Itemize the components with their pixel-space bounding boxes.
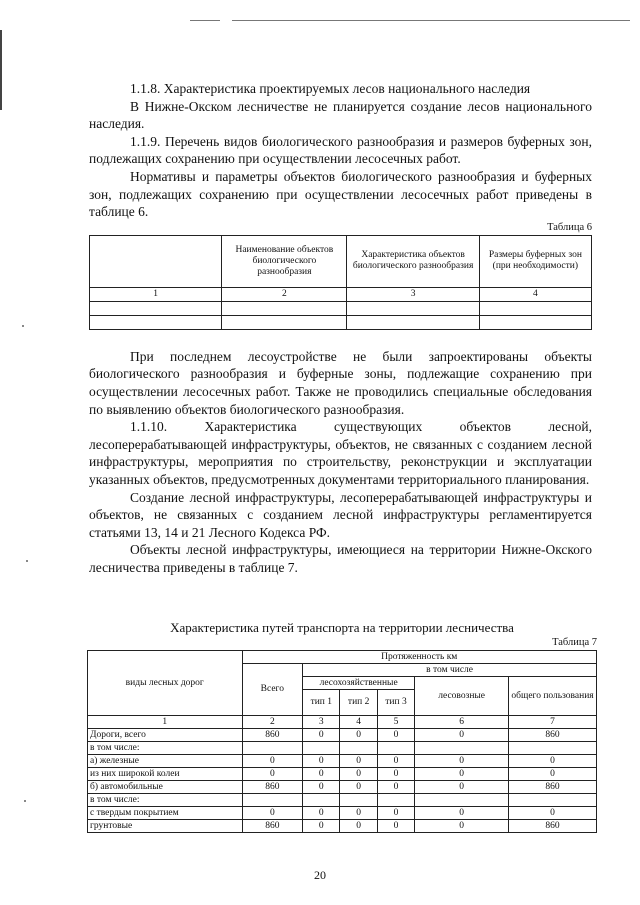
table7-col-number: 1 <box>88 716 243 729</box>
scan-speck <box>22 325 24 327</box>
table7-cell: 860 <box>242 729 303 742</box>
table7-cell <box>415 742 509 755</box>
table7-cell: 0 <box>509 755 597 768</box>
table6-header-cell <box>90 235 222 287</box>
table7-row-label: с твердым покрытием <box>88 807 243 820</box>
table7-cell: 860 <box>509 820 597 833</box>
table7-block <box>87 620 597 833</box>
table6-header-cell: Размеры буферных зон (при необходимости) <box>479 235 591 287</box>
table7-header-forestry: лесохозяйственные <box>303 677 415 690</box>
paragraph: Создание лесной инфраструктуры, лесоперерабатывающей инфраструктуры и объектов, не связанных с созданием лесной инфраструктуры регламентируется статьями 13, 14 и 21 Лесного Кодекса РФ. <box>89 489 592 540</box>
table-row <box>88 794 597 807</box>
table7-cell <box>303 742 340 755</box>
table6-empty-cell <box>222 301 347 315</box>
section-heading-1-1-10: 1.1.10. Характеристика существующих объектов лесной, лесоперерабатывающей инфраструктуры, объектов, не связанных с созданием лесной инфраструктуры, мероприятия по строительству, реконструкции и эксплуатации указанных объектов, предусмотренных документами территориального планирования. <box>89 419 592 487</box>
table7-cell: 0 <box>415 781 509 794</box>
table7-cell: 0 <box>303 768 340 781</box>
table7-col-number: 5 <box>377 716 414 729</box>
paragraph: В Нижне-Окском лесничестве не планируется создание лесов национального наследия. <box>89 98 592 132</box>
top-rule-left <box>190 20 220 21</box>
scan-speck <box>24 800 26 802</box>
table7-row-label: из них широкой колеи <box>88 768 243 781</box>
table7-cell: 0 <box>303 729 340 742</box>
table7-cell <box>509 794 597 807</box>
table7-row-label: в том числе: <box>88 794 243 807</box>
table7-header-length: Протяженность км <box>242 651 596 664</box>
table-7 <box>87 650 597 833</box>
table7-cell: 0 <box>340 807 377 820</box>
table7-cell: 0 <box>340 768 377 781</box>
table7-col-number: 7 <box>509 716 597 729</box>
scan-edge <box>0 30 2 110</box>
table-row <box>88 729 597 742</box>
page-number: 20 <box>314 868 326 882</box>
table7-cell <box>377 742 414 755</box>
top-rule-right <box>232 20 630 21</box>
table7-cell: 0 <box>242 755 303 768</box>
page-content <box>89 80 592 576</box>
table7-cell: 0 <box>415 768 509 781</box>
table7-cell: 0 <box>340 729 377 742</box>
table7-cell: 860 <box>242 781 303 794</box>
table6-caption: Таблица 6 <box>547 221 592 233</box>
table7-cell <box>340 794 377 807</box>
table6-col-number: 1 <box>90 287 222 301</box>
table7-cell <box>242 794 303 807</box>
table-row <box>88 742 597 755</box>
table7-header-logging: лесовозные <box>415 677 509 716</box>
table6-empty-cell <box>222 315 347 329</box>
table6-col-number: 4 <box>479 287 591 301</box>
table7-cell <box>303 794 340 807</box>
table6-header-cell: Характеристика объектов биологического разнообразия <box>347 235 479 287</box>
table7-cell <box>415 794 509 807</box>
table7-cell: 0 <box>340 755 377 768</box>
section-heading-1-1-8: 1.1.8. Характеристика проектируемых лесов национального наследия <box>130 81 531 96</box>
table7-cell: 0 <box>415 755 509 768</box>
table7-caption: Таблица 7 <box>552 637 597 648</box>
table-row <box>88 768 597 781</box>
table7-cell: 0 <box>377 807 414 820</box>
table7-header-including: в том числе <box>303 664 597 677</box>
table6-empty-cell <box>347 301 479 315</box>
table6-empty-cell <box>90 301 222 315</box>
table7-cell: 0 <box>377 768 414 781</box>
table7-cell: 0 <box>415 807 509 820</box>
table7-cell: 0 <box>340 781 377 794</box>
table7-cell: 860 <box>509 781 597 794</box>
table7-cell: 0 <box>242 768 303 781</box>
table7-cell: 0 <box>340 820 377 833</box>
table7-header-type1: тип 1 <box>303 690 340 716</box>
table7-cell <box>242 742 303 755</box>
table-row <box>88 755 597 768</box>
table7-row-label: б) автомобильные <box>88 781 243 794</box>
paragraph: Объекты лесной инфраструктуры, имеющиеся на территории Нижне-Окского лесничества приведены в таблице 7. <box>89 542 592 575</box>
scan-speck <box>26 560 28 562</box>
table7-cell <box>509 742 597 755</box>
table7-col-number: 4 <box>340 716 377 729</box>
table7-cell: 0 <box>377 755 414 768</box>
table7-cell <box>340 742 377 755</box>
table6-empty-cell <box>347 315 479 329</box>
table7-cell: 0 <box>303 781 340 794</box>
table7-cell: 0 <box>303 755 340 768</box>
table7-cell: 860 <box>509 729 597 742</box>
table6-empty-cell <box>90 315 222 329</box>
table7-cell: 0 <box>509 768 597 781</box>
table7-cell: 0 <box>377 729 414 742</box>
table-6 <box>89 235 592 330</box>
table7-header-type3: тип 3 <box>377 690 414 716</box>
table7-row-label: грунтовые <box>88 820 243 833</box>
table7-header-public: общего пользования <box>509 677 597 716</box>
table7-cell: 0 <box>242 807 303 820</box>
table7-cell: 0 <box>415 729 509 742</box>
table7-header-road-types: виды лесных дорог <box>88 651 243 716</box>
table7-row-label: в том числе: <box>88 742 243 755</box>
table7-cell: 0 <box>415 820 509 833</box>
section-heading-1-1-9: 1.1.9. Перечень видов биологического разнообразия и размеров буферных зон, подлежащих сохранению при осуществлении лесосечных работ. <box>89 133 592 167</box>
table7-col-number: 2 <box>242 716 303 729</box>
table6-col-number: 3 <box>347 287 479 301</box>
table7-cell: 860 <box>242 820 303 833</box>
table-row <box>88 807 597 820</box>
paragraph: При последнем лесоустройстве не были запроектированы объекты биологического разнообразия и буферные зоны, подлежащие сохранению при осуществлении лесосечных работ. Также не проводились специальные обследования по выявлению объектов биологического разнообразия. <box>89 348 592 417</box>
table7-cell: 0 <box>377 781 414 794</box>
table-row <box>88 781 597 794</box>
paragraph: Нормативы и параметры объектов биологического разнообразия и буферных зон, подлежащих сохранению при осуществлении лесосечных работ приведены в таблице 6. <box>89 168 592 220</box>
table6-empty-cell <box>479 315 591 329</box>
table7-col-number: 3 <box>303 716 340 729</box>
table7-col-number: 6 <box>415 716 509 729</box>
table6-col-number: 2 <box>222 287 347 301</box>
table7-cell: 0 <box>509 807 597 820</box>
table6-header-cell: Наименование объектов биологического разнообразия <box>222 235 347 287</box>
table7-cell: 0 <box>377 820 414 833</box>
table7-cell <box>377 794 414 807</box>
table7-header-total: Всего <box>242 664 303 716</box>
table7-row-label: Дороги, всего <box>88 729 243 742</box>
table6-empty-cell <box>479 301 591 315</box>
table7-cell: 0 <box>303 807 340 820</box>
table7-title: Характеристика путей транспорта на территории лесничества <box>170 620 514 635</box>
table-row <box>88 820 597 833</box>
table7-header-type2: тип 2 <box>340 690 377 716</box>
table7-cell: 0 <box>303 820 340 833</box>
table7-row-label: а) железные <box>88 755 243 768</box>
